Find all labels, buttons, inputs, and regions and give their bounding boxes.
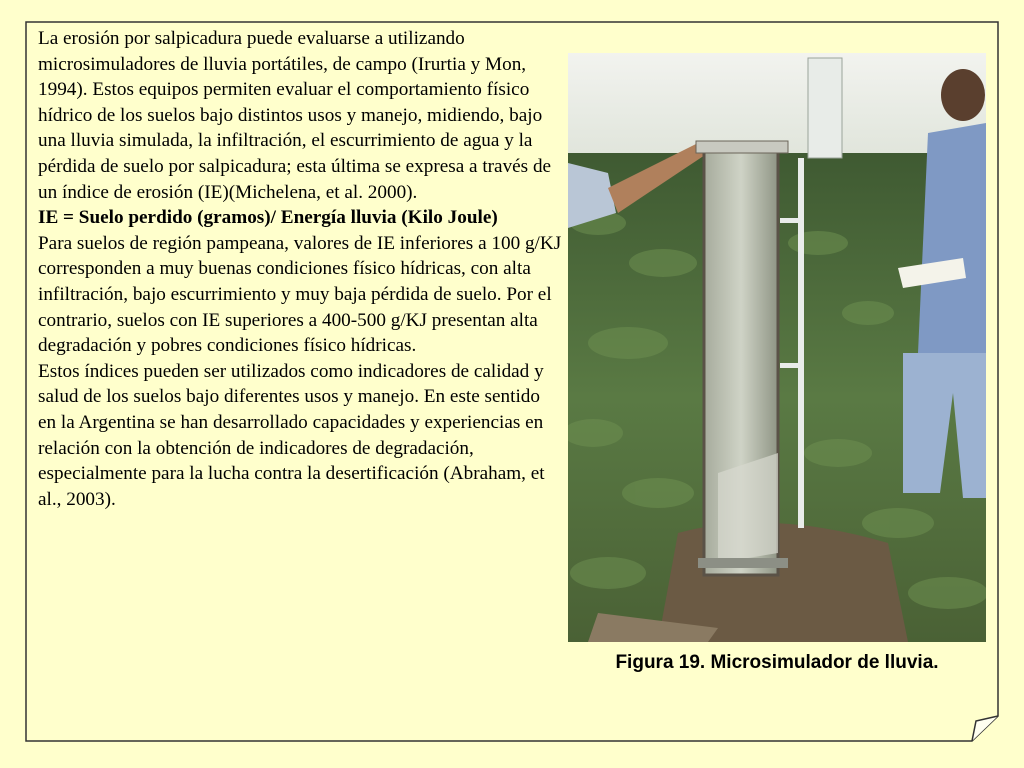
rain-microsimulator-photo [568, 53, 986, 642]
water-reservoir [808, 58, 842, 158]
support-bracket-lower [780, 363, 804, 368]
body-text [38, 26, 562, 512]
paragraph-indices: Estos índices pueden ser utilizados como indicadores de calidad y salud de los suelos bajo diferentes usos y manejo. En este sentido en la Argentina se han desarrollado capacidades y experiencias en relación con la obtención de indicadores de degradación, especialmente para la lucha contra la desertificación (Abraham, et al., 2003). [38, 360, 545, 510]
paragraph-pampeana: Para suelos de región pampeana, valores de IE inferiores a 100 g/KJ corresponden a muy buenas condiciones físico hídricas, con alta infiltración, bajo escurrimiento y muy baja pérdida de suelo. Por el contrario, suelos con IE superiores a 400-500 g/KJ presentan alta degradación y pobres condiciones físico hídricas. [38, 232, 562, 357]
soil-patch [658, 523, 908, 642]
erosion-index-formula: IE = Suelo perdido (gramos)/ Energía lluvia (Kilo Joule) [38, 207, 498, 229]
paragraph-intro: La erosión por salpicadura puede evaluarse a utilizando microsimuladores de lluvia portátiles, de campo (Irurtia y Mon, 1994). Estos equipos permiten evaluar el comportamiento físico hídrico de los suelos bajo distintos usos y manejo, midiendo, bajo una lluvia simulada, la infiltración, el escurrimiento de agua y la pérdida de suelo por salpicadura; esta última se expresa a través de un índice de erosión (IE)(Michelena, et al. 2000). [38, 28, 552, 203]
simulator-base [698, 558, 788, 568]
right-person-head [941, 69, 985, 121]
support-bracket [780, 218, 804, 223]
support-rod [798, 158, 804, 528]
simulator-top-plate [696, 141, 788, 153]
right-person-shirt [918, 123, 986, 353]
figure-caption: Figura 19. Microsimulador de lluvia. [615, 652, 939, 673]
photo-illustration [568, 53, 986, 642]
